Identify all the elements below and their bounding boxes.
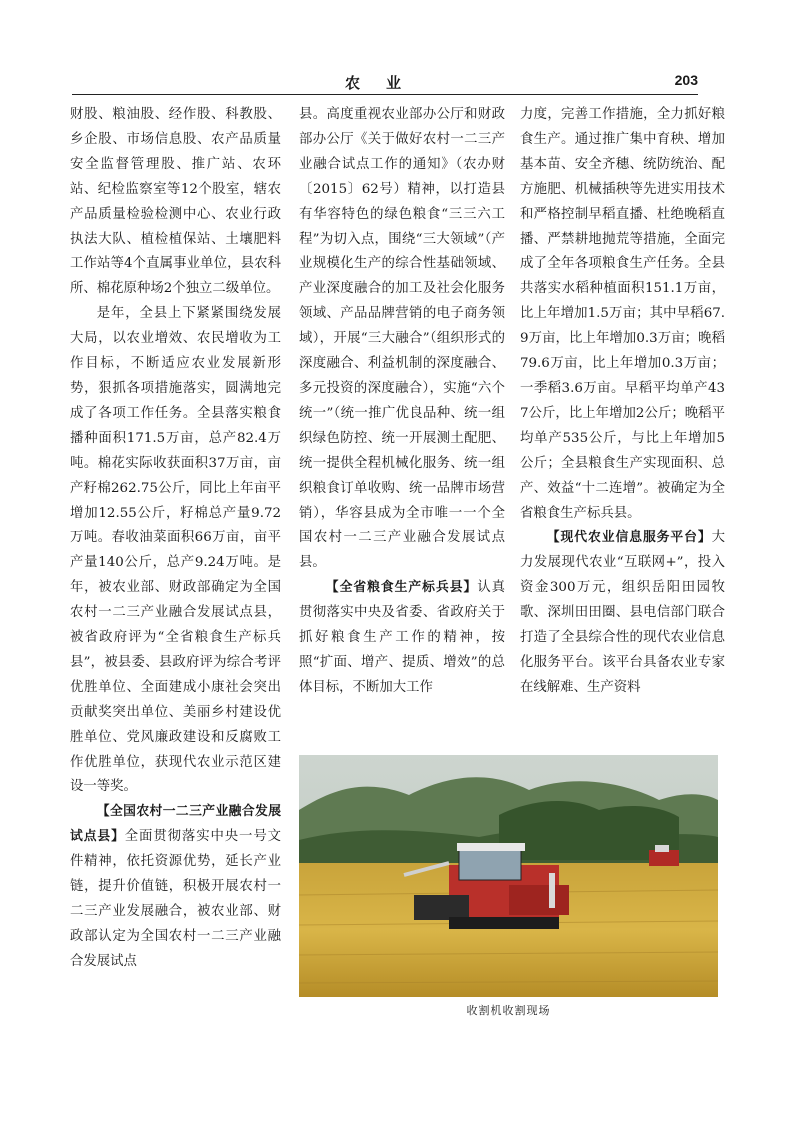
paragraph-body: 全面贯彻落实中央一号文件精神，依托资源优势，延长产业链，提升价值链，积极开展农村一二三产业发展融合，被农业部、财政部认定为全国农村一二三产业融合发展试点 — [70, 829, 282, 969]
section-heading: 【现代农业信息服务平台】 — [546, 530, 712, 546]
running-header-section: 农业 — [345, 74, 428, 92]
column-2 — [299, 103, 505, 701]
paragraph-body: 认真贯彻落实中央及省委、省政府关于抓好粮食生产工作的精神，按照“扩面、增产、提质、增效”的总体目标，不断加大工作 — [299, 580, 506, 695]
paragraph: 力度，完善工作措施，全力抓好粮食生产。通过推广集中育秧、增加基本苗、安全齐穗、统防统治、配方施肥、机械插秧等先进实用技术和严格控制早稻直播、杜绝晚稻直播、严禁耕地抛荒等措施，全面完成了全年各项粮食生产任务。全县共落实水稻种植面积151.1万亩，比上年增加1.5万亩；其中早稻67.9万亩，比上年增加0.3万亩；晚稻79.6万亩，比上年增加0.3万亩；一季稻3.6万亩。早稻平均单产437公斤，比上年增加2公斤；晚稻平均单产535公斤，与比上年增加5公斤；全县粮食生产实现面积、总产、效益“十二连增”。被确定为全省粮食生产标兵县。 — [520, 107, 725, 521]
paragraph — [520, 526, 725, 700]
paragraph: 县。高度重视农业部办公厅和财政部办公厅《关于做好农村一二三产业融合试点工作的通知》（农办财〔2015〕62号）精神，以打造县有华容特色的绿色粮食“三三六工程”为切入点，围绕“三大领域”（产业规模化生产的综合性基础领域、产业深度融合的加工及社会化服务领域、产品品牌营销的电子商务领域），开展“三大融合”（组织形式的深度融合、利益机制的深度融合、多元投资的深度融合），实施“六个统一”（统一推广优良品种、统一组织绿色防控、统一开展测土配肥、统一提供全程机械化服务、统一组织粮食订单收购、统一品牌市场营销），华容县成为全市唯一一个全国农村一二三产业融合发展试点县。 — [299, 107, 505, 571]
section-heading: 【全省粮食生产标兵县】 — [325, 580, 478, 596]
column-3 — [520, 103, 725, 701]
section-heading: 【全国农村一二三产业融合发展试点县】 — [70, 804, 281, 845]
page-number: 203 — [674, 72, 698, 88]
paragraph-body: 大力发展现代农业“互联网+”，投入资金300万元，组织岳阳田园牧歌、深圳田田圈、县电信部门联合打造了全县综合性的现代农业信息化服务平台。该平台具备农业专家在线解难、生产资料 — [520, 530, 725, 695]
paragraph: 是年，全县上下紧紧围绕发展大局，以农业增效、农民增收为工作目标，不断适应农业发展新形势，狠抓各项措施落实，圆满地完成了各项工作任务。全县落实粮食播种面积171.5万亩，总产82.4万吨。棉花实际收获面积37万亩，亩产籽棉262.75公斤，同比上年亩平增加12.55公斤，籽棉总产量9.72万吨。春收油菜面积66万亩，亩平产量140公斤，总产9.24万吨。是年，被农业部、财政部确定为全国农村一二三产业融合发展试点县，被省政府评为“全省粮食生产标兵县”，被县委、县政府评为综合考评优胜单位、全面建成小康社会突出贡献奖突出单位、美丽乡村建设优胜单位、党风廉政建设和反腐败工作优胜单位，获现代农业示范区建设一等奖。 — [70, 306, 281, 795]
header-rule — [72, 94, 698, 95]
column-1 — [70, 103, 281, 975]
paragraph — [299, 576, 505, 701]
paragraph — [70, 800, 281, 974]
figure-caption: 收割机收割现场 — [466, 1004, 551, 1017]
paragraph: 财股、粮油股、经作股、科教股、乡企股、市场信息股、农产品质量安全监督管理股、推广站、农环站、纪检监察室等12个股室，辖农产品质量检验检测中心、农业行政执法大队、植检植保站、土壤肥料工作站等4个直属事业单位，县农科所、棉花原种场2个独立二级单位。 — [70, 107, 281, 297]
harvester-illustration — [299, 755, 718, 997]
harvester-photo — [299, 755, 718, 997]
